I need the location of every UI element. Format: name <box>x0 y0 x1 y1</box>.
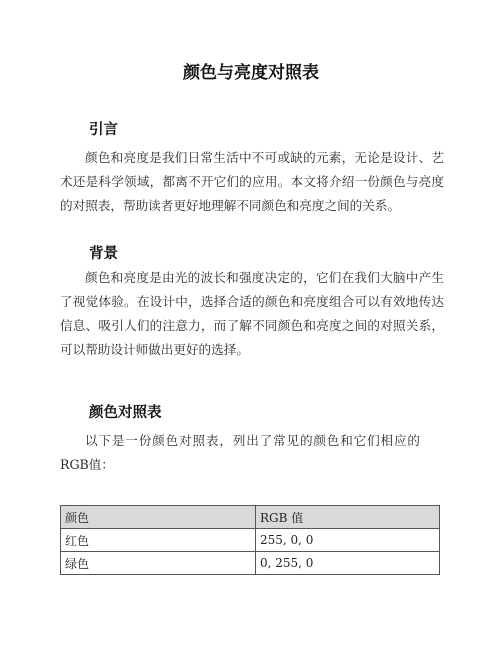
section-paragraph-intro: 颜色和亮度是我们日常生活中不可或缺的元素，无论是设计、艺术还是科学领域，都离不开它们的应用。本文将介绍一份颜色与亮度的对照表，帮助读者更好地理解不同颜色和亮度之间的关系。 <box>60 150 444 213</box>
page-title: 颜色与亮度对照表 <box>183 63 319 83</box>
table-header-row <box>61 506 440 529</box>
table-cell-rgb: 0, 255, 0 <box>256 552 440 575</box>
table-header-rgb: RGB 值 <box>256 506 440 529</box>
section-paragraph-color-table: 以下是一份颜色对照表，列出了常见的颜色和它们相应的RGB值： <box>60 433 420 472</box>
section-heading-color-table: 颜色对照表 <box>89 405 162 421</box>
table-cell-color: 红色 <box>61 529 256 552</box>
color-table <box>60 505 440 575</box>
section-paragraph-background: 颜色和亮度是由光的波长和强度决定的，它们在我们大脑中产生了视觉体验。在设计中，选择合适的颜色和亮度组合可以有效地传达信息、吸引人们的注意力，而了解不同颜色和亮度之间的对照关系，可以帮助设计师做出更好的选择。 <box>60 270 444 357</box>
table-cell-rgb: 255, 0, 0 <box>256 529 440 552</box>
section-heading-intro: 引言 <box>89 122 118 138</box>
table-row <box>61 552 440 575</box>
table-row <box>61 529 440 552</box>
section-heading-background: 背景 <box>89 246 118 262</box>
table-header-color: 颜色 <box>61 506 256 529</box>
table-cell-color: 绿色 <box>61 552 256 575</box>
